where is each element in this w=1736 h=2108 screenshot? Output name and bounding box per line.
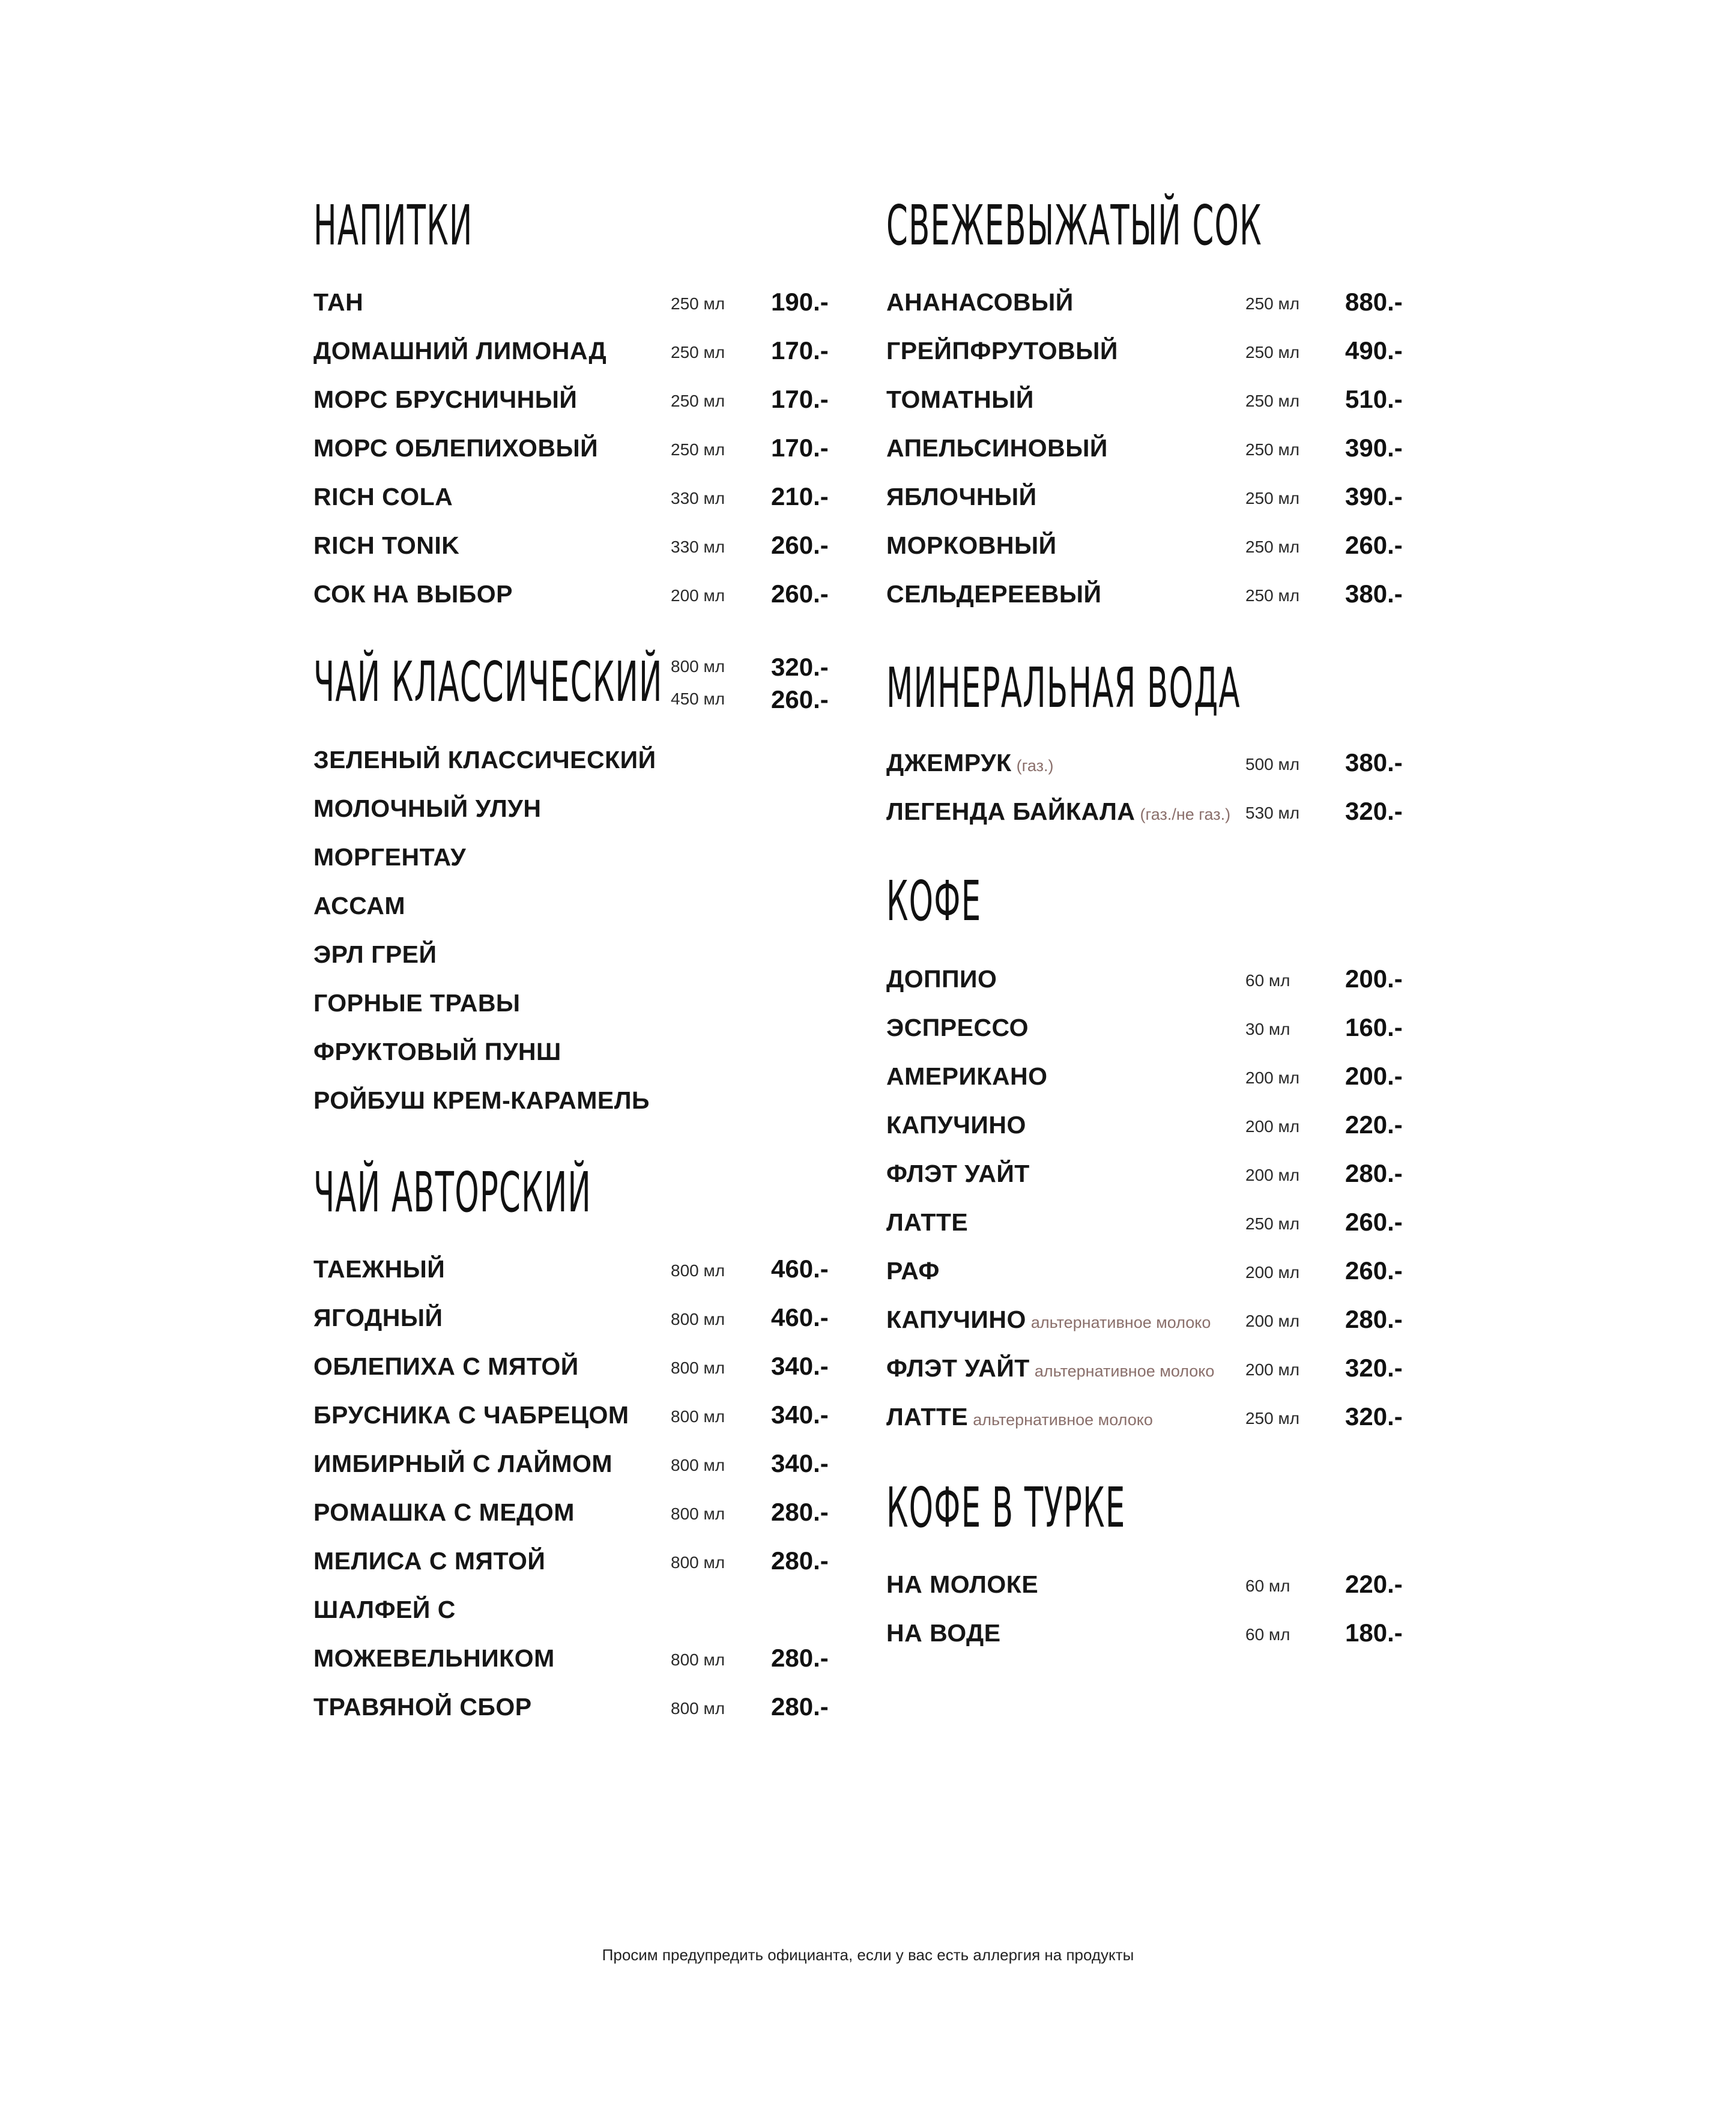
item-name: ФЛЭТ УАЙТ bbox=[886, 1160, 1030, 1187]
item-name: НА ВОДЕ bbox=[886, 1619, 1001, 1647]
item-name: ЛАТТЕ bbox=[886, 1208, 969, 1236]
item-price: 340.- bbox=[771, 1401, 829, 1429]
item-name-text: КАПУЧИНО bbox=[886, 1306, 1026, 1333]
menu-item bbox=[886, 579, 1415, 628]
item-name: ДОППИО bbox=[886, 965, 997, 993]
item-name: МОЛОЧНЫЙ УЛУН bbox=[313, 795, 542, 822]
item-volume: 330 мл bbox=[671, 489, 725, 507]
item-volume: 60 мл bbox=[1245, 1625, 1290, 1644]
tea-price-row bbox=[313, 652, 836, 685]
item-name bbox=[886, 748, 1053, 781]
item-volume: 200 мл bbox=[1245, 1068, 1300, 1087]
item-volume: 200 мл bbox=[1245, 1312, 1300, 1330]
menu-item bbox=[886, 1256, 1415, 1304]
section-title: НАПИТКИ bbox=[313, 193, 473, 258]
item-volume: 800 мл bbox=[671, 657, 725, 676]
menu-item bbox=[313, 1254, 836, 1303]
menu-item bbox=[886, 1013, 1415, 1061]
item-name: МОРГЕНТАУ bbox=[313, 843, 467, 871]
item-price: 280.- bbox=[771, 1498, 829, 1526]
item-volume: 60 мл bbox=[1245, 1576, 1290, 1595]
item-name: МОРС БРУСНИЧНЫЙ bbox=[313, 386, 578, 413]
item-name: ТАН bbox=[313, 288, 364, 316]
item-name bbox=[886, 1353, 1214, 1386]
item-name: АМЕРИКАНО bbox=[886, 1062, 1048, 1090]
item-volume: 800 мл bbox=[671, 1504, 725, 1523]
item-volume: 200 мл bbox=[1245, 1263, 1300, 1282]
item-name: РАФ bbox=[886, 1257, 940, 1285]
menu-item bbox=[313, 1546, 836, 1595]
item-volume: 800 мл bbox=[671, 1553, 725, 1572]
menu-item bbox=[886, 1110, 1415, 1158]
item-note: (газ./не газ.) bbox=[1140, 805, 1231, 823]
item-price: 210.- bbox=[771, 482, 829, 510]
item-price: 460.- bbox=[771, 1303, 829, 1331]
item-volume: 250 мл bbox=[1245, 489, 1300, 507]
menu-item bbox=[313, 1449, 836, 1497]
item-volume: 250 мл bbox=[671, 294, 725, 313]
item-name: АССАМ bbox=[313, 892, 406, 919]
item-price: 170.- bbox=[771, 434, 829, 462]
section-title: КОФЕ bbox=[886, 869, 982, 933]
menu-item bbox=[313, 433, 836, 482]
item-volume: 30 мл bbox=[1245, 1020, 1290, 1038]
item-note: альтернативное молоко bbox=[1034, 1362, 1215, 1380]
item-name: ОБЛЕПИХА С МЯТОЙ bbox=[313, 1352, 579, 1380]
item-price: 220.- bbox=[1345, 1570, 1403, 1598]
item-price: 280.- bbox=[771, 1692, 829, 1721]
item-name bbox=[886, 1304, 1211, 1337]
item-price: 380.- bbox=[1345, 580, 1403, 608]
item-price: 510.- bbox=[1345, 385, 1403, 413]
item-price: 180.- bbox=[1345, 1619, 1403, 1647]
item-note: альтернативное молоко bbox=[1030, 1313, 1211, 1331]
item-name: ТОМАТНЫЙ bbox=[886, 386, 1034, 413]
item-name: ГРЕЙПФРУТОВЫЙ bbox=[886, 337, 1118, 365]
menu-item bbox=[313, 1643, 836, 1692]
item-price: 340.- bbox=[771, 1352, 829, 1380]
item-price: 280.- bbox=[1345, 1159, 1403, 1187]
item-volume: 60 мл bbox=[1245, 971, 1290, 990]
item-volume: 250 мл bbox=[1245, 1214, 1300, 1233]
item-name: RICH COLA bbox=[313, 483, 453, 510]
section-title: КОФЕ В ТУРКЕ bbox=[886, 1476, 1126, 1540]
item-price: 320.- bbox=[1345, 797, 1403, 825]
item-volume: 200 мл bbox=[1245, 1117, 1300, 1136]
menu-item bbox=[886, 530, 1415, 579]
item-price: 280.- bbox=[771, 1546, 829, 1575]
item-volume: 250 мл bbox=[1245, 586, 1300, 605]
item-volume: 250 мл bbox=[1245, 343, 1300, 362]
item-price: 390.- bbox=[1345, 434, 1403, 462]
item-price: 200.- bbox=[1345, 965, 1403, 993]
item-name bbox=[886, 796, 1230, 829]
item-price: 160.- bbox=[1345, 1013, 1403, 1041]
item-name: ЯГОДНЫЙ bbox=[313, 1304, 443, 1331]
item-price: 190.- bbox=[771, 288, 829, 316]
item-name: РОМАШКА С МЕДОМ bbox=[313, 1498, 575, 1526]
item-volume: 250 мл bbox=[1245, 1409, 1300, 1428]
menu-item bbox=[313, 988, 836, 1037]
menu-item bbox=[313, 793, 836, 842]
menu-item bbox=[313, 336, 836, 384]
item-price: 390.- bbox=[1345, 482, 1403, 510]
item-price: 880.- bbox=[1345, 288, 1403, 316]
section-title: ЧАЙ АВТОРСКИЙ bbox=[313, 1160, 592, 1225]
item-name: ИМБИРНЫЙ С ЛАЙМОМ bbox=[313, 1450, 613, 1477]
item-note: альтернативное молоко bbox=[973, 1411, 1153, 1429]
item-price: 490.- bbox=[1345, 336, 1403, 365]
item-name: НА МОЛОКЕ bbox=[886, 1570, 1039, 1598]
menu-item bbox=[886, 1061, 1415, 1110]
menu-item bbox=[313, 384, 836, 433]
item-name: ЗЕЛЕНЫЙ КЛАССИЧЕСКИЙ bbox=[313, 746, 656, 774]
menu-item bbox=[313, 530, 836, 579]
item-volume: 330 мл bbox=[671, 538, 725, 556]
item-name: МОРС ОБЛЕПИХОВЫЙ bbox=[313, 434, 599, 462]
menu-item bbox=[886, 384, 1415, 433]
menu-item bbox=[886, 1353, 1415, 1402]
item-name: АНАНАСОВЫЙ bbox=[886, 288, 1074, 316]
item-volume: 800 мл bbox=[671, 1261, 725, 1280]
section-title: ЧАЙ КЛАССИЧЕСКИЙ bbox=[313, 650, 663, 714]
item-volume: 800 мл bbox=[671, 1650, 725, 1669]
item-name: ШАЛФЕЙ С bbox=[313, 1596, 456, 1623]
item-price: 170.- bbox=[771, 385, 829, 413]
item-price: 260.- bbox=[1345, 1208, 1403, 1236]
menu-item bbox=[313, 1303, 836, 1351]
menu-item bbox=[313, 1085, 836, 1134]
item-price: 260.- bbox=[771, 531, 829, 559]
item-name-text: ЛАТТЕ bbox=[886, 1403, 969, 1431]
menu-item bbox=[886, 1402, 1415, 1450]
item-price: 460.- bbox=[771, 1255, 829, 1283]
item-volume: 200 мл bbox=[1245, 1360, 1300, 1379]
menu-item bbox=[313, 1351, 836, 1400]
menu-item bbox=[886, 433, 1415, 482]
item-volume: 250 мл bbox=[1245, 538, 1300, 556]
menu-item bbox=[886, 1618, 1415, 1667]
item-name: RICH TONIK bbox=[313, 532, 460, 559]
item-price: 280.- bbox=[1345, 1305, 1403, 1333]
item-price: 320.- bbox=[771, 653, 829, 681]
item-name: МОЖЕВЕЛЬНИКОМ bbox=[313, 1644, 555, 1672]
item-volume: 200 мл bbox=[671, 586, 725, 605]
item-volume: 450 мл bbox=[671, 689, 725, 708]
item-name: БРУСНИКА С ЧАБРЕЦОМ bbox=[313, 1401, 629, 1429]
menu-item bbox=[313, 1400, 836, 1449]
item-volume: 800 мл bbox=[671, 1358, 725, 1377]
item-name: РОЙБУШ КРЕМ-КАРАМЕЛЬ bbox=[313, 1086, 650, 1114]
menu-item bbox=[886, 1158, 1415, 1207]
menu-item bbox=[313, 842, 836, 891]
menu-item bbox=[886, 1569, 1415, 1618]
menu-item bbox=[313, 939, 836, 988]
item-name: ТРАВЯНОЙ СБОР bbox=[313, 1693, 532, 1721]
item-name bbox=[886, 1402, 1153, 1435]
item-name: АПЕЛЬСИНОВЫЙ bbox=[886, 434, 1108, 462]
item-volume: 800 мл bbox=[671, 1407, 725, 1426]
item-price: 280.- bbox=[771, 1644, 829, 1672]
item-volume: 800 мл bbox=[671, 1699, 725, 1718]
item-price: 380.- bbox=[1345, 748, 1403, 777]
item-volume: 250 мл bbox=[1245, 294, 1300, 313]
menu-item bbox=[886, 287, 1415, 336]
item-price: 170.- bbox=[771, 336, 829, 365]
item-volume: 250 мл bbox=[671, 440, 725, 459]
item-price: 340.- bbox=[771, 1449, 829, 1477]
item-volume: 250 мл bbox=[671, 392, 725, 410]
menu-item bbox=[313, 1497, 836, 1546]
item-name: ТАЕЖНЫЙ bbox=[313, 1255, 446, 1283]
item-price: 220.- bbox=[1345, 1110, 1403, 1139]
menu-item bbox=[313, 1595, 836, 1643]
item-name-text: ФЛЭТ УАЙТ bbox=[886, 1354, 1030, 1382]
menu-item bbox=[313, 1037, 836, 1085]
section-title: МИНЕРАЛЬНАЯ ВОДА bbox=[886, 656, 1241, 720]
menu-item bbox=[313, 482, 836, 530]
item-volume: 800 мл bbox=[671, 1456, 725, 1474]
item-name: ГОРНЫЕ ТРАВЫ bbox=[313, 989, 521, 1017]
item-name: ЭСПРЕССО bbox=[886, 1014, 1029, 1041]
item-volume: 500 мл bbox=[1245, 755, 1300, 774]
item-name: ФРУКТОВЫЙ ПУНШ bbox=[313, 1038, 561, 1065]
menu-item bbox=[886, 748, 1415, 796]
menu-item bbox=[886, 1304, 1415, 1353]
item-note: (газ.) bbox=[1016, 757, 1054, 775]
tea-price-row bbox=[313, 685, 836, 717]
item-name: ЯБЛОЧНЫЙ bbox=[886, 483, 1037, 510]
menu-item bbox=[313, 891, 836, 939]
menu-item bbox=[886, 964, 1415, 1013]
item-name: ЭРЛ ГРЕЙ bbox=[313, 940, 437, 968]
menu-item bbox=[886, 482, 1415, 530]
item-price: 260.- bbox=[1345, 1256, 1403, 1285]
item-price: 260.- bbox=[1345, 531, 1403, 559]
item-name: СЕЛЬДЕРЕЕВЫЙ bbox=[886, 580, 1102, 608]
item-price: 320.- bbox=[1345, 1402, 1403, 1431]
item-name: МЕЛИСА С МЯТОЙ bbox=[313, 1547, 546, 1575]
item-price: 320.- bbox=[1345, 1354, 1403, 1382]
item-name: СОК НА ВЫБОР bbox=[313, 580, 513, 608]
item-volume: 530 мл bbox=[1245, 804, 1300, 822]
menu-item bbox=[313, 287, 836, 336]
menu-item bbox=[886, 796, 1415, 845]
allergy-note: Просим предупредить официанта, если у вас есть аллергия на продукты bbox=[602, 1946, 1134, 1964]
menu-item bbox=[313, 745, 836, 793]
item-price: 260.- bbox=[771, 685, 829, 713]
item-volume: 800 мл bbox=[671, 1310, 725, 1328]
menu-item bbox=[313, 1692, 836, 1740]
item-name: ДОМАШНИЙ ЛИМОНАД bbox=[313, 337, 607, 365]
item-volume: 250 мл bbox=[671, 343, 725, 362]
item-volume: 250 мл bbox=[1245, 440, 1300, 459]
item-price: 200.- bbox=[1345, 1062, 1403, 1090]
menu-item bbox=[886, 1207, 1415, 1256]
item-name: КАПУЧИНО bbox=[886, 1111, 1026, 1139]
item-name: МОРКОВНЫЙ bbox=[886, 532, 1057, 559]
item-name-text: ДЖЕМРУК bbox=[886, 749, 1012, 777]
section-title: СВЕЖЕВЫЖАТЫЙ СОК bbox=[886, 193, 1262, 258]
item-volume: 200 мл bbox=[1245, 1166, 1300, 1184]
menu-item bbox=[886, 336, 1415, 384]
menu-item bbox=[313, 579, 836, 628]
item-price: 260.- bbox=[771, 580, 829, 608]
item-name-text: ЛЕГЕНДА БАЙКАЛА bbox=[886, 798, 1136, 825]
item-volume: 250 мл bbox=[1245, 392, 1300, 410]
